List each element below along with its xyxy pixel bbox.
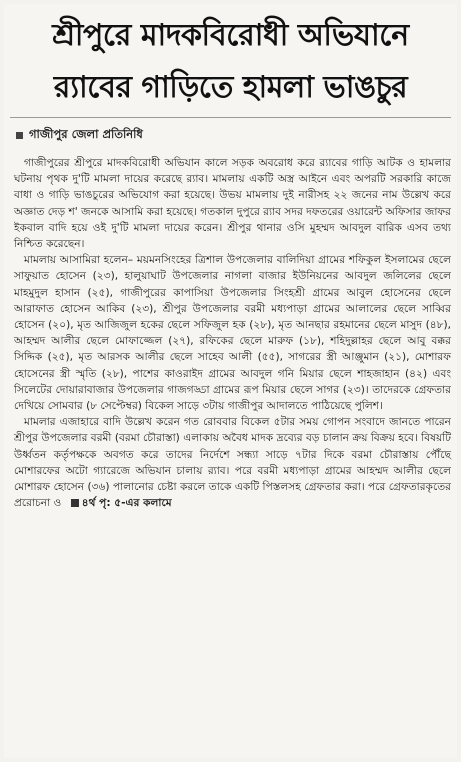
- square-marker-icon: [71, 499, 79, 507]
- byline-text: গাজীপুর জেলা প্রতিনিধি: [29, 127, 143, 141]
- newspaper-clipping: [4, 4, 457, 758]
- headline-line-2: র‌্যাবের গাড়িতে হামলা ভাঙচুর: [53, 70, 408, 105]
- paragraph-3: [14, 414, 451, 511]
- jump-text: ৪র্থ পৃ: ৫-এর কলামে: [81, 497, 172, 510]
- article-body: [14, 155, 451, 511]
- continued-on-page: [69, 497, 172, 509]
- paragraph-3-text: মামলার এজাহারে বাদি উল্লেখ করেন গত রোববার বিকেল ৫টার সময় গোপন সংবাদে জানতে পারেন শ্রীপুর উপজেলার বরমী (বরমা চৌরাস্তা) এলাকায় অবৈধ মাদক দ্রব্যের বড় চালান ক্রয় বিক্রয় হবে। বিষয়টি উর্ধ্বতন কর্তৃপক্ষকে অবগত করে তাদের নির্দেশে সন্ধ্যা সাড়ে ৭টার দিকে বরমা চৌরাস্তায় পৌঁছে মোশারফের অটো গ্যারেজে অভিযান চালায় র‌্যাব। পরে বরমী মধ্যপাড়া গ্রামের আহম্মদ আলীর ছেলে মোশারফ হোসেন (৩৬) পালানোর চেষ্টা করলে তাকে একটি পিস্তলসহ গ্রেফতার করা। পরে গ্রেফতারকৃতের প্ররোচনা ও: [14, 416, 451, 510]
- byline: [16, 126, 143, 145]
- headline-line-1: শ্রীপুরে মাদকবিরোধী অভিযানে: [52, 18, 409, 53]
- square-bullet-icon: [16, 132, 23, 139]
- headline: [4, 10, 457, 114]
- paragraph-1: গাজীপুরের শ্রীপুরে মাদকবিরোধী অভিযান কালে সড়ক অবরোধ করে র‌্যাবের গাড়ি আটক ও হামলার ঘটনায় পৃথক দু'টি মামলা দায়ের করেছে র‌্যাব। মামলায় একটি অস্ত্র আইনে এবং অপরটি সরকারি কাজে বাধা ও গাড়ি ভাঙচুরের অভিযোগ করা হয়েছে। উভয় মামলায় দুই নারীসহ ২২ জনের নাম উল্লেখ করে অজ্ঞাত দেড় শ' জনকে আসামি করা হয়েছে। গতকাল দুপুরে র‌্যাব সদর দফতরের ওয়ারেন্ট অফিসার জাফর ইকবাল বাদি হয়ে ওই দু'টি মামলা দায়ের করেন। শ্রীপুর থানার ওসি মুহম্মদ আবদুল বারিক এসব তথ্য নিশ্চিত করেছেন।: [14, 157, 451, 251]
- paragraph-2: মামলায় আসামিরা হলেন– ময়মনসিংহের ত্রিশাল উপজেলার বালিদিয়া গ্রামের শফিকুল ইসলামের ছেলে সাফুয়াত হোসেন (২৩), হালুয়াঘাট উপজেলার নাগলা বাজার ইউনিয়নের আবদুল জলিলের ছেলে মাহমুদুল হাসান (২৫), গাজীপুরের কাপাসিয়া উপজেলার সিংহশ্রী গ্রামের আবুল হোসেনের ছেলে আরাফাত হোসেন আকিব (২৩), শ্রীপুর উপজেলার বরমী মধ্যপাড়া গ্রামের আলালের ছেলে সাব্বির হোসেন (২০), মৃত আজিজুল হকের ছেলে সফিজুল হক (২৮), মৃত আনছার রহমানের ছেলে মাসুদ (৪৮), আহম্মদ আলীর ছেলে মোফাজ্জেল (২৭), রফিকের ছেলে মারুফ (১৮), শহিদুল্লাহর ছেলে আবু বক্কর সিদ্দিক (২৫), মৃত আরসক আলীর ছেলে সাহেব আলী (৫৫), সাগরের স্ত্রী আঞ্জুমান (২১), মোশারফ হোসেনের স্ত্রী স্মৃতি (২৮), পাশের কাওরাইদ গ্রামের আবদুল গনি মিয়ার ছেলে শাহজাহান (৪২) এবং সিলেটের দোয়ারাবাজার উপজেলার গাজগড্ডা গ্রামের রূপ মিয়ার ছেলে সাগর (২৩)। তাদেরকে গ্রেফতার দেখিয়ে সোমবার (৮ সেপ্টেম্বর) বিকেল সাড়ে ৩টায় গাজীপুর আদালতে পাঠিয়েছে পুলিশ।: [14, 254, 451, 413]
- headline-divider: [10, 117, 451, 118]
